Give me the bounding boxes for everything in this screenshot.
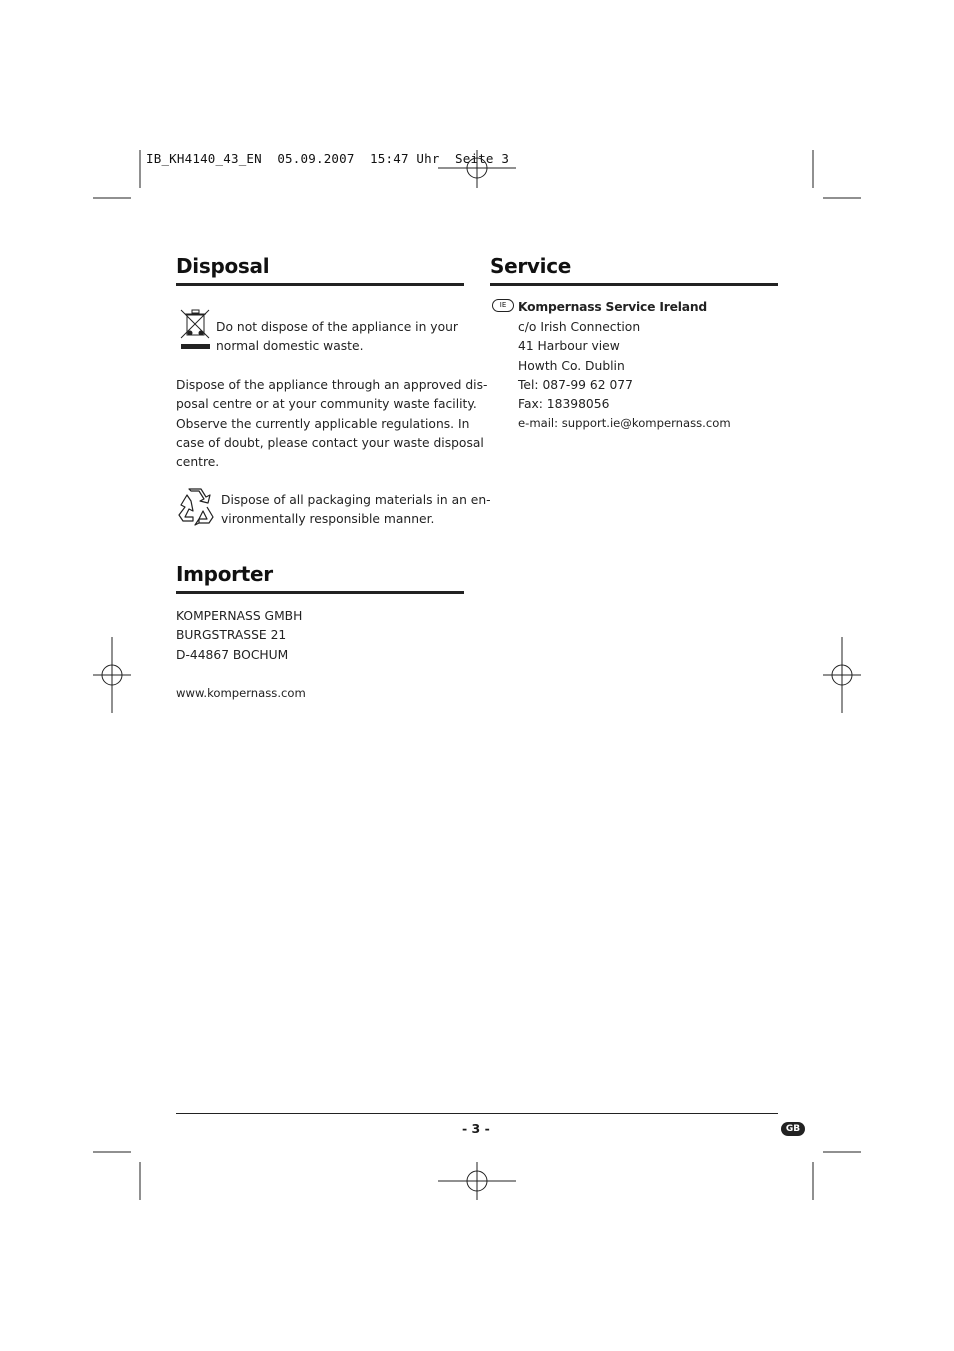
importer-address-line: D-44867 BOCHUM: [176, 647, 289, 662]
importer-website[interactable]: www.kompernass.com: [176, 686, 306, 700]
service-rule: [490, 283, 778, 286]
service-email[interactable]: e-mail: support.ie@kompernass.com: [518, 416, 731, 430]
waste-note-line: normal domestic waste.: [216, 339, 364, 354]
disposal-body-line: case of doubt, please contact your waste disposal: [176, 435, 484, 450]
service-company: Kompernass Service Ireland: [518, 300, 708, 314]
service-address: [518, 318, 640, 414]
disposal-rule: [176, 283, 464, 286]
crossed-out-wheelie-bin-icon: [178, 307, 212, 351]
page-number: - 3 -: [462, 1121, 490, 1136]
disposal-body-line: Dispose of the appliance through an approved dis-: [176, 378, 488, 392]
waste-note: [216, 318, 458, 357]
importer-address: [176, 607, 302, 665]
footer-rule: [176, 1113, 778, 1114]
importer-address-line: KOMPERNASS GMBH: [176, 609, 303, 623]
disposal-body-line: centre.: [176, 455, 220, 470]
service-heading: Service: [490, 254, 572, 278]
importer-heading: Importer: [176, 562, 273, 586]
importer-rule: [176, 591, 464, 594]
packaging-note-line: Dispose of all packaging materials in an en-: [221, 493, 491, 507]
ireland-country-badge: IE: [492, 299, 514, 312]
service-address-line: 41 Harbour view: [518, 339, 620, 354]
service-phone: Tel: 087-99 62 077: [518, 377, 633, 392]
recycling-icon: [177, 487, 217, 525]
language-badge: GB: [781, 1122, 805, 1136]
disposal-heading: Disposal: [176, 254, 270, 278]
importer-address-line: BURGSTRASSE 21: [176, 628, 287, 643]
service-fax: Fax: 18398056: [518, 397, 610, 412]
disposal-body-line: posal centre or at your community waste facility.: [176, 397, 477, 412]
packaging-note: [221, 491, 491, 530]
packaging-note-line: vironmentally responsible manner.: [221, 512, 435, 527]
service-address-line: c/o Irish Connection: [518, 320, 641, 334]
print-header: IB_KH4140_43_EN 05.09.2007 15:47 Uhr Seite 3: [146, 151, 510, 166]
waste-note-line: Do not dispose of the appliance in your: [216, 320, 458, 334]
disposal-body: [176, 376, 487, 472]
disposal-body-line: Observe the currently applicable regulations. In: [176, 416, 470, 431]
service-address-line: Howth Co. Dublin: [518, 358, 625, 373]
